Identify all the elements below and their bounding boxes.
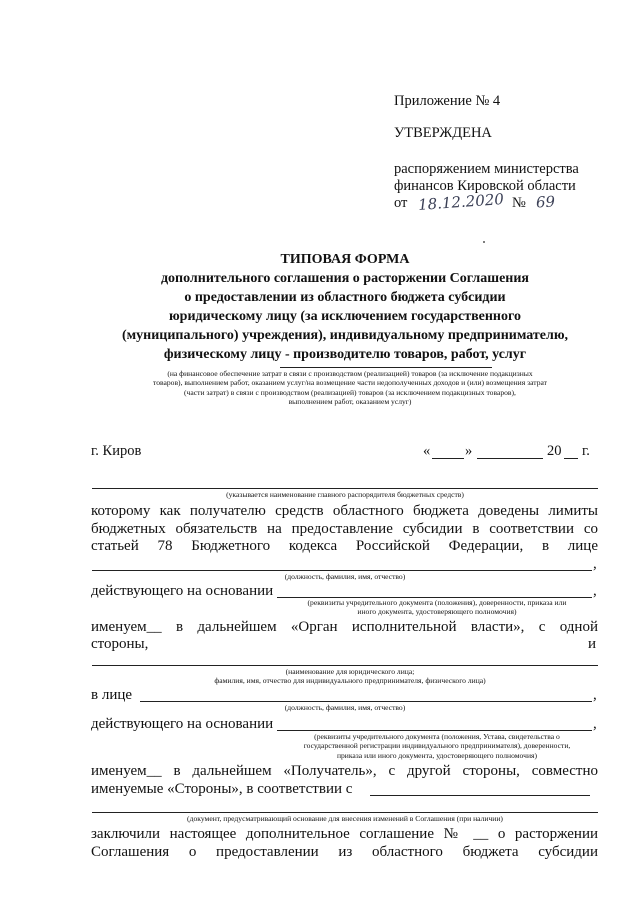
word: статьей: [91, 538, 139, 554]
purpose-note-line-4: выполнением работ, оказанием услуг): [288, 397, 412, 407]
person-blank-1: [92, 570, 592, 571]
purpose-note-line-2: товаров), выполнением работ, оказанием услуг/на возмещение части недополученных доходов и (или) возмещения затрат: [152, 378, 547, 388]
title-line-1: ТИПОВАЯ ФОРМА: [280, 252, 410, 267]
named-line-2-end: и: [588, 636, 597, 652]
recipient-note-line-1: (наименование для юридического лица;: [285, 667, 415, 676]
word: кодекса: [288, 538, 338, 554]
purpose-note-line-1: (на финансовое обеспечение затрат в связи с производством (реализацией) товаров (за исключение подакцизных: [167, 369, 533, 378]
docs-note-2: [277, 732, 597, 760]
recipient-note: [140, 667, 560, 686]
recipient-blank: [92, 665, 598, 666]
concluded-line-2: [91, 844, 598, 861]
concluded-line-1: заключили настоящее дополнительное соглашение № __ о расторжении: [91, 826, 598, 842]
acting-basis-1: действующего на основании: [91, 583, 274, 599]
para1-line-1: которому как получателю средств областного бюджета доведены лимиты: [91, 503, 598, 519]
title-line-3: о предоставлении из областного бюджета субсидии: [184, 290, 506, 305]
form-title: [80, 250, 610, 364]
chief-admin-blank: [92, 488, 598, 489]
date-prefix: от: [394, 195, 408, 211]
acting-basis-2: действующего на основании: [91, 716, 274, 732]
word: предоставлении: [216, 844, 319, 860]
para1-line-3: [91, 538, 598, 555]
comma: ,: [593, 583, 597, 599]
handwritten-number: 69: [535, 192, 556, 212]
word: 78: [157, 538, 173, 554]
recipient-note-line-2: фамилия, имя, отчество для индивидуального предпринимателя, физического лица): [214, 676, 486, 686]
person-blank-2: [140, 701, 592, 702]
month-blank: [477, 458, 543, 459]
year-suffix: г.: [582, 443, 590, 459]
basis-note: (документ, предусматривающий основание для внесения изменений в Соглашения (при наличии): [187, 814, 503, 823]
docs-note-1-line-2: иного документа, удостоверяющего полномочия): [357, 607, 517, 617]
word: лице: [567, 538, 598, 554]
named-line-1: именуем__ в дальнейшем «Орган исполнительной власти», с одной: [91, 619, 598, 635]
order-line-1: распоряжением министерства: [394, 161, 579, 177]
comma: ,: [593, 716, 597, 732]
docs-note-2-line-1: (реквизиты учредительного документа (положения, Устава, свидетельства о: [314, 732, 560, 741]
speck-mark: [483, 241, 485, 243]
word: Бюджетного: [191, 538, 271, 554]
word: Соглашения: [91, 844, 170, 860]
named2-line-2: именуемые «Стороны», в соответствии с: [91, 781, 353, 797]
word: о: [188, 844, 197, 860]
word: в: [541, 538, 550, 554]
basis-blank-2: [92, 812, 598, 813]
day-blank: [432, 458, 464, 459]
title-line-4: юридическому лицу (за исключением государственного: [168, 309, 521, 324]
year-blank: [564, 458, 578, 459]
handwritten-date: 18.12.2020: [417, 190, 505, 214]
named2-line-1: именуем__ в дальнейшем «Получатель», с другой стороны, совместно: [91, 763, 598, 779]
title-line-5: (муниципального) учреждения), индивидуальному предпринимателю,: [121, 328, 569, 343]
word: субсидии: [538, 844, 598, 860]
purpose-note: [105, 369, 595, 407]
comma: ,: [593, 687, 597, 703]
approved-label: УТВЕРЖДЕНА: [394, 125, 492, 141]
in-person: в лице: [91, 687, 133, 703]
purpose-note-line-3: (части затрат) в связи с производством (реализацией) товаров (за исключением подакцизных товаров),: [184, 387, 516, 397]
year-prefix: 20: [547, 443, 562, 459]
docs-note-1-line-1: (реквизиты учредительного документа (положения), доверенности, приказа или: [307, 598, 567, 607]
basis-blank-1: [370, 795, 590, 796]
para1-line-2: бюджетных обязательств на предоставление субсидии в соответствии со: [91, 521, 598, 537]
word: областного: [372, 844, 443, 860]
city: г. Киров: [91, 443, 142, 459]
comma: ,: [593, 556, 597, 572]
purpose-blank-line: [280, 367, 492, 368]
title-line-2: дополнительного соглашения о расторжении Соглашения: [160, 271, 530, 286]
order-line-2: финансов Кировской области: [394, 178, 576, 194]
date-close-quote: »: [465, 443, 473, 459]
number-prefix: №: [512, 195, 526, 211]
title-line-6: физическому лицу - производителю товаров, работ, услуг: [163, 347, 527, 362]
word: Российской: [355, 538, 430, 554]
word: Федерации,: [448, 538, 524, 554]
date-open-quote: «: [423, 443, 431, 459]
position-note-2: (должность, фамилия, имя, отчество): [284, 703, 406, 712]
word: бюджета: [462, 844, 519, 860]
docs-blank-2: [277, 730, 592, 731]
word: из: [338, 844, 353, 860]
docs-note-1: [277, 598, 597, 617]
position-note-1: (должность, фамилия, имя, отчество): [284, 572, 406, 581]
docs-note-2-line-3: приказа или иного документа, удостоверяющего полномочия): [336, 750, 538, 760]
docs-note-2-line-2: государственной регистрации индивидуального предпринимателя), доверенности,: [303, 741, 571, 751]
named-line-2-start: стороны,: [91, 636, 149, 652]
chief-admin-note: (указывается наименование главного распорядителя бюджетных средств): [226, 490, 464, 499]
appendix-label: Приложение № 4: [394, 93, 501, 109]
